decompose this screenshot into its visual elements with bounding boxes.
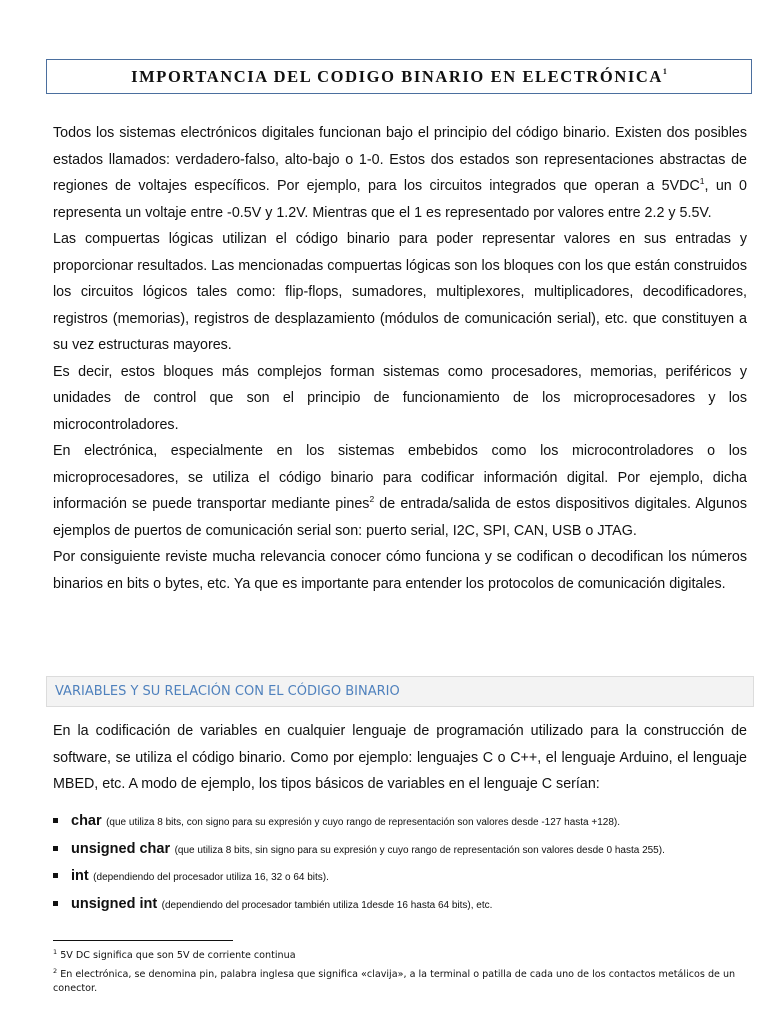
document-title (131, 67, 667, 87)
list-item (53, 810, 753, 838)
paragraph-complex-blocks: Es decir, estos bloques más complejos forman sistemas como procesadores, memorias, periféricos y unidades de control que son el principio de funcionamiento de los microprocesadores y los microcontroladores. (53, 363, 747, 433)
variable-description: (dependiendo del procesador utiliza 16, 32 o 64 bits). (93, 872, 329, 883)
paragraph-variables-intro: En la codificación de variables en cualquier lenguaje de programación utilizado para la construcción de software, se utiliza el código binario. Como por ejemplo: lenguajes C o C++, el lenguaje Arduino, el lenguaje MBED, etc. A modo de ejemplo, los tipos básicos de variables en el lenguaje C serían: (53, 723, 747, 792)
variable-types-list (53, 810, 753, 920)
footnote-text: 5V DC significa que son 5V de corriente continua (60, 950, 296, 961)
footnote-divider (53, 940, 233, 941)
list-item (53, 838, 753, 866)
bullet-square-icon (53, 846, 58, 851)
section-body (53, 718, 747, 798)
variable-description: (que utiliza 8 bits, sin signo para su expresión y cuyo rango de representación son valores desde 0 hasta 255). (174, 844, 665, 856)
footnote (53, 964, 753, 997)
section-heading: VARIABLES Y SU RELACIÓN CON EL CÓDIGO BINARIO (55, 684, 400, 699)
footnotes (53, 945, 753, 997)
bullet-square-icon (53, 901, 58, 906)
footnote-marker: 2 (53, 966, 58, 975)
title-footnote-marker: 1 (662, 66, 667, 76)
variable-type: char (71, 813, 102, 829)
section-heading-box (46, 676, 754, 707)
paragraph-binary-states: Todos los sistemas electrónicos digitales funcionan bajo el principio del código binario. Existen dos posibles estados llamados: verdadero-falso, alto-bajo o 1-0. Estos dos estados son representaciones abstractas de regiones de voltajes específicos. Por ejemplo, para los circuitos integrados que operan a 5VDC$^1$, un 0 representa un voltaje entre -0.5V y 1.2V. Mientras que el 1 es representado por valores entre 2.2 y 5.5V. (53, 125, 747, 221)
footnote-ref-1: 1 (699, 176, 705, 186)
variable-type: int (71, 868, 89, 884)
footnote-marker: 1 (53, 948, 58, 956)
list-item (53, 865, 753, 893)
paragraph-conclusion: Por consiguiente reviste mucha relevancia conocer cómo funciona y se codifican o decodifican los números binarios en bits o bytes, etc. Ya que es importante para entender los protocolos de comunicación digitales. (53, 549, 747, 592)
footnote-ref-2: 2 (369, 494, 375, 504)
variable-description: (dependiendo del procesador también utiliza 1desde 16 hasta 64 bits), etc. (161, 899, 493, 911)
document-title-text: IMPORTANCIA DEL CODIGO BINARIO EN ELECTRÓNICA (131, 66, 663, 86)
paragraph-logic-gates: Las compuertas lógicas utilizan el código binario para poder representar valores en sus entradas y proporcionar resultados. Las mencionadas compuertas lógicas son los bloques con los que están construidos los circuitos lógicos tales como: flip-flops, sumadores, multiplexores, multiplicadores, decodificadores, registros (memorias), registros de desplazamiento (módulos de comunicación serial), etc. que constituyen a su vez estructuras mayores. (53, 231, 747, 353)
variable-type: unsigned char (71, 840, 171, 857)
footnote (53, 945, 753, 964)
paragraph-embedded-systems: En electrónica, especialmente en los sistemas embebidos como los microcontroladores o los microprocesadores, se utiliza el código binario para codificar información digital. Por ejemplo, dicha información se puede transportar mediante pines$^2$ de entrada/salida de estos dispositivos digitales. Algunos ejemplos de puertos de comunicación serial son: puerto serial, I2C, SPI, CAN, USB o JTAG. (53, 443, 747, 539)
variable-type: unsigned int (71, 895, 158, 912)
title-box (46, 59, 752, 94)
list-item (53, 893, 753, 921)
footnote-text: En electrónica, se denomina pin, palabra inglesa que significa «clavija», a la terminal o patilla de cada uno de los contactos metálicos de un conector. (53, 968, 736, 994)
bullet-square-icon (53, 818, 58, 823)
main-body (53, 120, 747, 597)
bullet-square-icon (53, 873, 58, 878)
variable-description: (que utiliza 8 bits, con signo para su expresión y cuyo rango de representación son valores desde -127 hasta +128). (106, 817, 621, 828)
